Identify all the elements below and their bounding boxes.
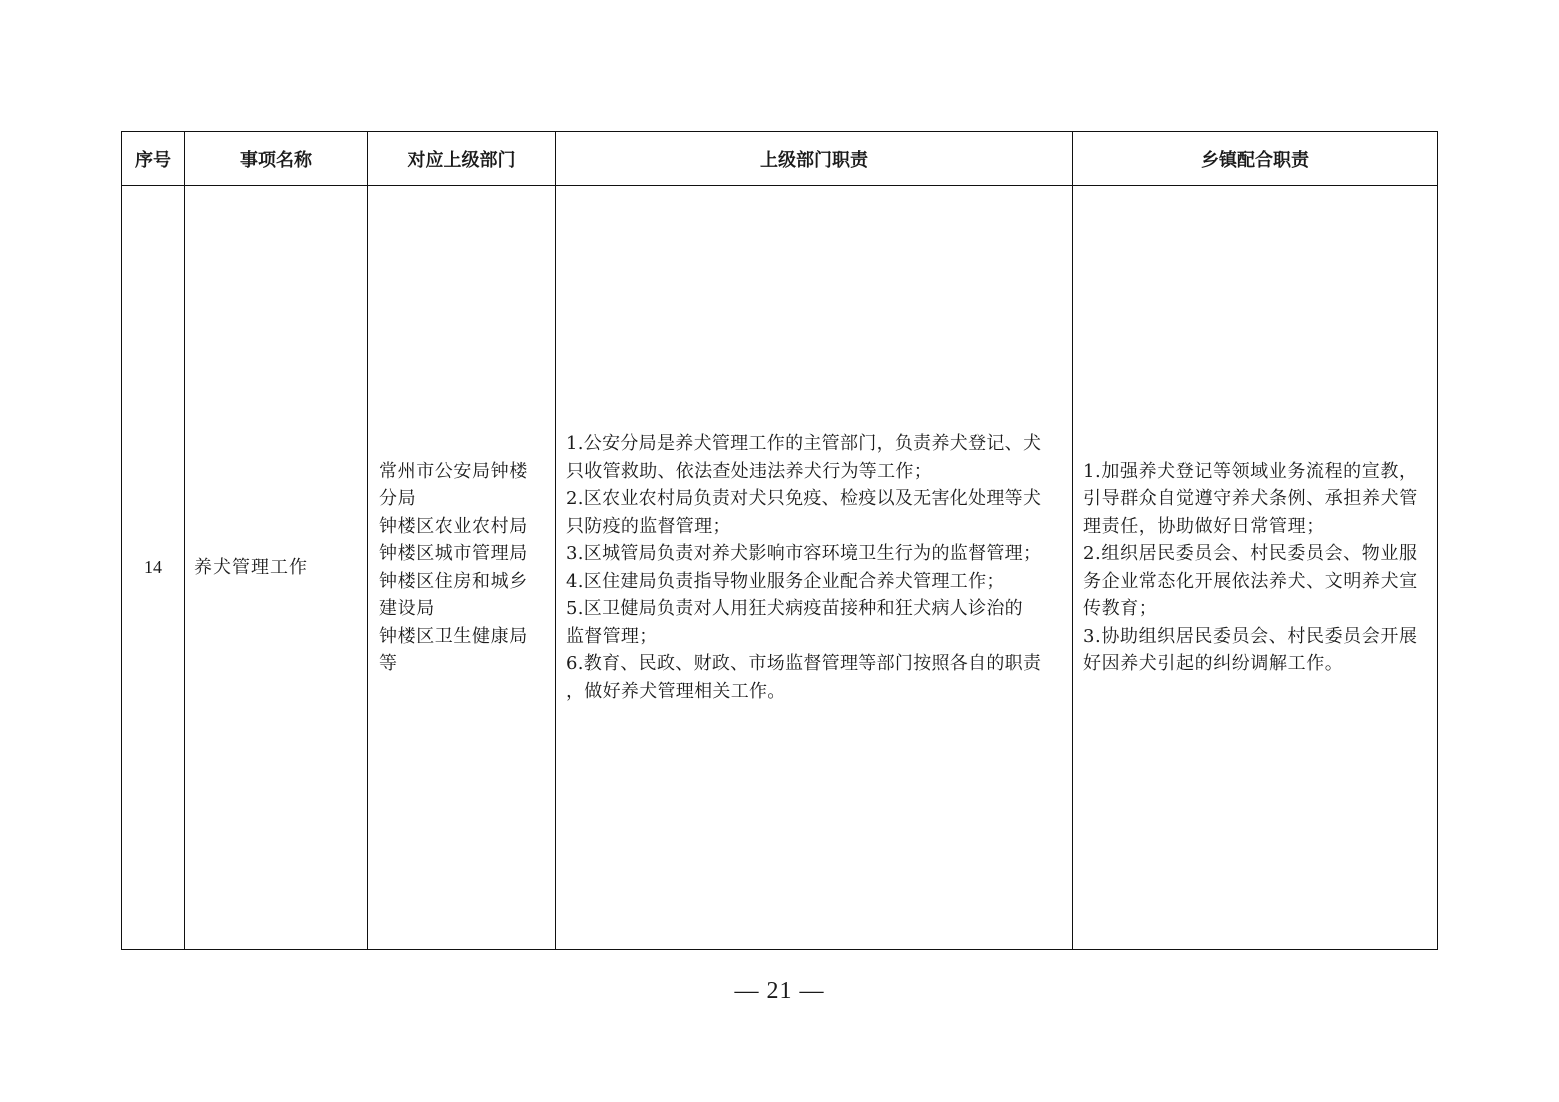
duty-line: ，做好养犬管理相关工作。	[566, 680, 786, 702]
dept-line: 建设局	[379, 598, 435, 619]
cell-item-name: 养犬管理工作	[185, 186, 368, 950]
header-item-name: 事项名称	[185, 132, 368, 186]
town-line: 引导群众自觉遵守养犬条例、承担养犬管	[1083, 488, 1418, 509]
dept-line: 钟楼区卫生健康局	[379, 625, 528, 647]
table-row	[122, 186, 1438, 950]
table-header-row	[122, 132, 1438, 186]
duty-table	[121, 131, 1438, 950]
header-superior-department: 对应上级部门	[368, 132, 556, 186]
dept-line: 分局	[379, 488, 417, 509]
header-superior-duties: 上级部门职责	[556, 132, 1073, 186]
dept-line: 常州市公安局钟楼	[379, 460, 528, 482]
town-line: 2.组织居民委员会、村民委员会、物业服	[1083, 543, 1418, 564]
cell-superior-department	[368, 186, 556, 950]
town-line: 理责任，协助做好日常管理；	[1083, 515, 1325, 537]
town-line: 好因养犬引起的纠纷调解工作。	[1083, 653, 1344, 674]
duty-line: 4.区住建局负责指导物业服务企业配合养犬管理工作；	[566, 570, 1005, 592]
town-line: 传教育；	[1083, 598, 1158, 619]
duty-line: 监督管理；	[566, 625, 658, 647]
duty-line: 2.区农业农村局负责对犬只免疫、检疫以及无害化处理等犬	[566, 488, 1042, 509]
header-serial-number: 序号	[122, 132, 185, 186]
page-number: — 21 —	[734, 978, 825, 1004]
cell-superior-duties	[556, 186, 1073, 950]
town-line: 务企业常态化开展依法养犬、文明养犬宣	[1083, 570, 1418, 592]
duty-line: 只收管救助、依法查处违法养犬行为等工作；	[566, 460, 932, 482]
dept-line: 钟楼区住房和城乡	[379, 570, 528, 592]
duty-line: 只防疫的监督管理；	[566, 515, 731, 537]
duty-line: 5.区卫健局负责对人用狂犬病疫苗接种和狂犬病人诊治的	[566, 598, 1023, 619]
dept-line: 钟楼区农业农村局	[379, 515, 528, 537]
dept-line: 等	[379, 653, 398, 674]
dept-line: 钟楼区城市管理局	[379, 543, 528, 564]
town-line: 3.协助组织居民委员会、村民委员会开展	[1083, 625, 1418, 647]
duty-line: 1.公安分局是养犬管理工作的主管部门，负责养犬登记、犬	[566, 433, 1042, 454]
cell-serial-number: 14	[122, 186, 185, 950]
town-line: 1.加强养犬登记等领域业务流程的宣教，	[1083, 460, 1418, 482]
duty-line: 3.区城管局负责对养犬影响市容环境卫生行为的监督管理；	[566, 543, 1042, 564]
duty-line: 6.教育、民政、财政、市场监督管理等部门按照各自的职责	[566, 653, 1042, 674]
cell-township-duties	[1073, 186, 1438, 950]
header-township-duties: 乡镇配合职责	[1073, 132, 1438, 186]
